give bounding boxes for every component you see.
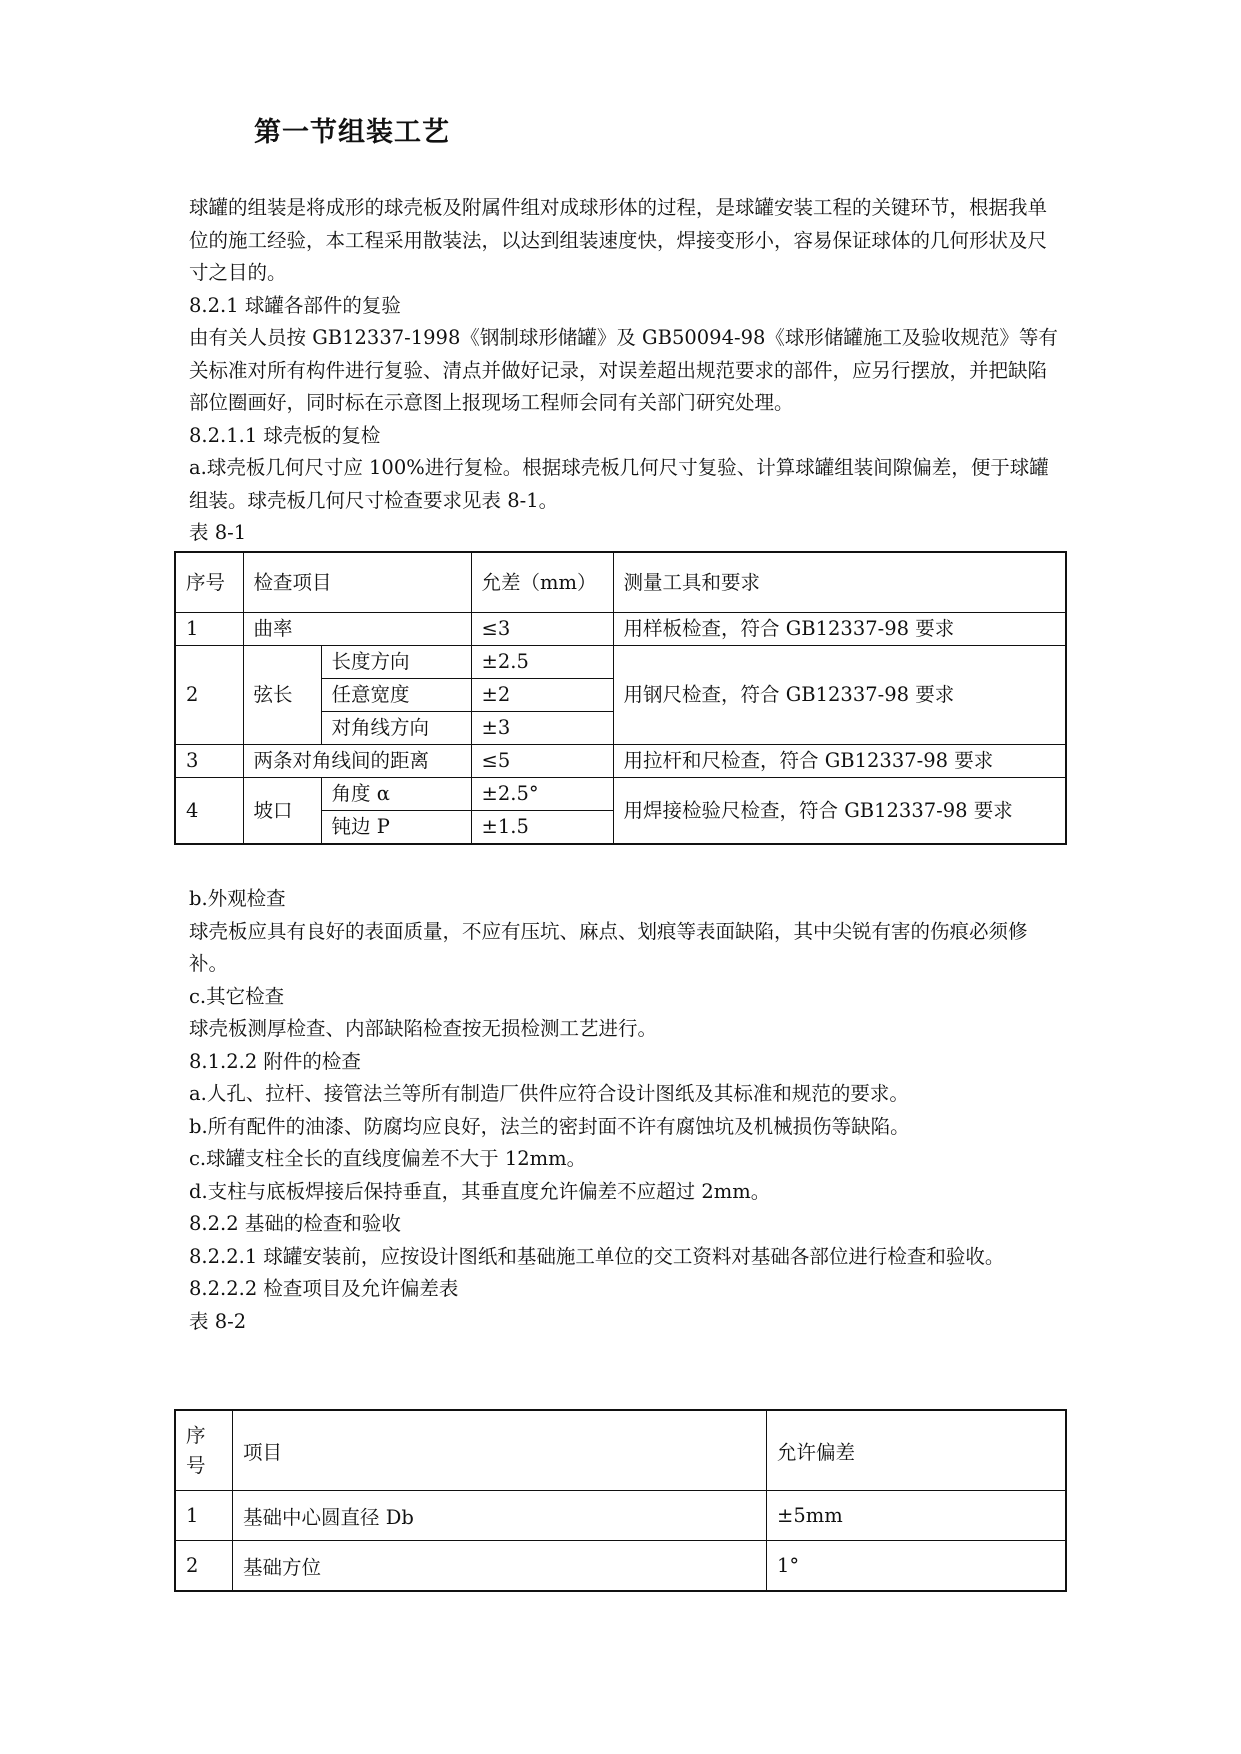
paragraph: 由有关人员按 GB12337-1998《钢制球形储罐》及 GB50094-98《球形储罐施工及验收规范》等有关标准对所有构件进行复验、清点并做好记录，对误差超出规范要求的部件，应另行摆放，并把缺陷部位圈画好，同时标在示意图上报现场工程师会同有关部门研究处理。	[189, 326, 1058, 414]
table-cell: ±2.5°	[471, 778, 613, 811]
header-cell: 允差（mm）	[471, 552, 613, 613]
paragraph: 球壳板应具有良好的表面质量，不应有压坑、麻点、划痕等表面缺陷，其中尖锐有害的伤痕必须修补。	[189, 919, 1028, 975]
table-cell: 用钢尺检查，符合 GB12337-98 要求	[613, 646, 1066, 745]
table-row	[175, 778, 1066, 811]
section-heading: 8.2.1.1 球壳板的复检	[189, 423, 381, 447]
header-cell: 项目	[233, 1410, 767, 1491]
table-row	[175, 1491, 1066, 1541]
table-cell: 3	[175, 745, 243, 778]
table-row	[175, 745, 1066, 778]
table-cell: 2	[175, 1541, 233, 1592]
section-heading: 8.1.2.2 附件的检查	[189, 1049, 361, 1073]
table-cell: 曲率	[243, 613, 471, 646]
table-cell: ±2.5	[471, 646, 613, 679]
table-cell: ±5mm	[767, 1491, 1067, 1541]
table-cell: 用焊接检验尺检查，符合 GB12337-98 要求	[613, 778, 1066, 845]
paragraph: a.人孔、拉杆、接管法兰等所有制造厂供件应符合设计图纸及其标准和规范的要求。	[189, 1082, 909, 1105]
header-cell: 测量工具和要求	[613, 552, 1066, 613]
table-cell: 用样板检查，符合 GB12337-98 要求	[613, 613, 1066, 646]
table-row	[175, 613, 1066, 646]
table-cell: 1	[175, 1491, 233, 1541]
header-cell: 序号	[175, 1410, 233, 1491]
paragraph: d.支柱与底板焊接后保持垂直，其垂直度允许偏差不应超过 2mm。	[189, 1179, 771, 1203]
intro-text	[189, 192, 1059, 550]
paragraph: a.球壳板几何尺寸应 100%进行复检。根据球壳板几何尺寸复验、计算球罐组装间隙偏差，便于球罐组装。球壳板几何尺寸检查要求见表 8-1。	[189, 456, 1049, 512]
paragraph: b.所有配件的油漆、防腐均应良好，法兰的密封面不许有腐蚀坑及机械损伤等缺陷。	[189, 1114, 910, 1138]
header-cell: 允许偏差	[767, 1410, 1067, 1491]
paragraph: 8.2.2.1 球罐安装前，应按设计图纸和基础施工单位的交工资料对基础各部位进行检查和验收。	[189, 1244, 1005, 1268]
paragraph: 球罐的组装是将成形的球壳板及附属件组对成球形体的过程，是球罐安装工程的关键环节，根据我单位的施工经验，本工程采用散装法，以达到组装速度快，焊接变形小，容易保证球体的几何形状及尺寸之目的。	[189, 196, 1048, 284]
table-cell: 任意宽度	[321, 679, 471, 712]
header-cell: 序号	[175, 552, 243, 613]
table-row	[175, 646, 1066, 679]
table-8-1	[174, 551, 1067, 845]
table-caption: 表 8-1	[189, 521, 247, 544]
table-row	[175, 1541, 1066, 1592]
table-cell: 坡口	[243, 778, 321, 845]
table-caption: 表 8-2	[189, 1309, 247, 1333]
table-cell: ±2	[471, 679, 613, 712]
table-cell: 用拉杆和尺检查，符合 GB12337-98 要求	[613, 745, 1066, 778]
section-heading: 8.2.1 球罐各部件的复验	[189, 293, 401, 317]
paragraph: c.球罐支柱全长的直线度偏差不大于 12mm。	[189, 1147, 587, 1170]
table-cell: 角度 α	[321, 778, 471, 811]
section-heading: 8.2.2.2 检查项目及允许偏差表	[189, 1277, 459, 1300]
table-cell: 2	[175, 646, 243, 745]
table-cell: ≤3	[471, 613, 613, 646]
table-cell: ±3	[471, 712, 613, 745]
table-cell: ±1.5	[471, 811, 613, 845]
inspection-text	[189, 883, 1059, 1338]
table-cell: 长度方向	[321, 646, 471, 679]
table-cell: 1°	[767, 1541, 1067, 1592]
table-cell: 两条对角线间的距离	[243, 745, 471, 778]
table-header-row	[175, 1410, 1066, 1491]
paragraph: 球壳板测厚检查、内部缺陷检查按无损检测工艺进行。	[189, 1017, 658, 1040]
section-heading: c.其它检查	[189, 984, 285, 1008]
section-title: 第一节组装工艺	[254, 117, 450, 148]
table-cell: 对角线方向	[321, 712, 471, 745]
section-heading: b.外观检查	[189, 887, 286, 910]
section-heading: 8.2.2 基础的检查和验收	[189, 1212, 401, 1235]
table-cell: 弦长	[243, 646, 321, 745]
table-cell: 基础方位	[233, 1541, 767, 1592]
table-cell: 1	[175, 613, 243, 646]
table-8-2	[174, 1409, 1067, 1592]
table-header-row	[175, 552, 1066, 613]
table-cell: 钝边 P	[321, 811, 471, 845]
table-cell: ≤5	[471, 745, 613, 778]
table-cell: 4	[175, 778, 243, 845]
header-cell: 检查项目	[243, 552, 471, 613]
table-cell: 基础中心圆直径 Db	[233, 1491, 767, 1541]
